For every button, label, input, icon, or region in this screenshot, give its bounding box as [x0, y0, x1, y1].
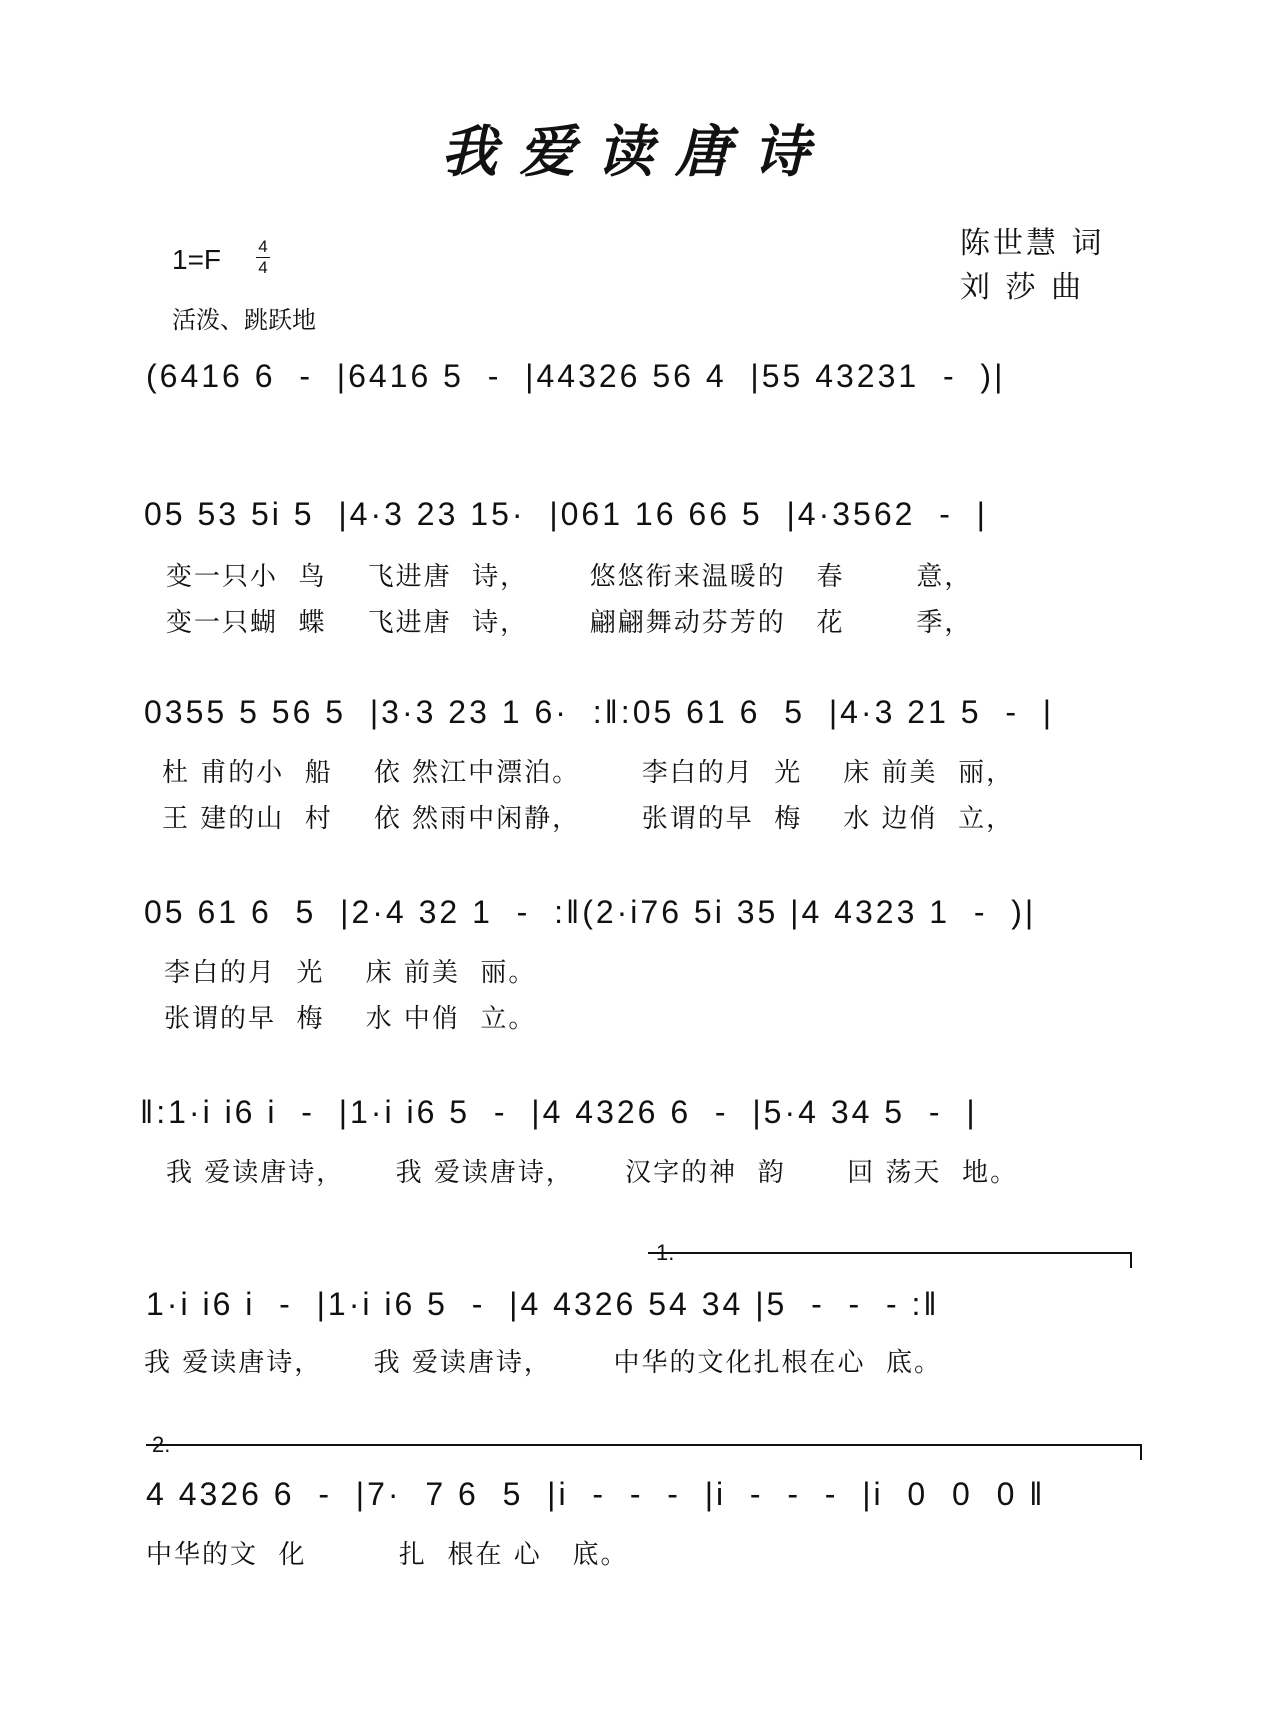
- notation-line: 05 53 5i 5 |4·3 23 15· |061 16 66 5 |4·3562 - |: [144, 496, 988, 532]
- lyric-verse-1: 李白的月 光 床 前美 丽。: [164, 958, 537, 988]
- notation-line: 05 61 6 5 |2·4 32 1 - :‖(2·i76 5i 35 |4 4323 1 - )|: [144, 894, 1037, 930]
- song-title: 我爱读唐诗: [441, 119, 831, 185]
- score-system-1: [140, 358, 1140, 398]
- score-system-7: [140, 1476, 1140, 1516]
- score-system-6: [140, 1286, 1140, 1326]
- score-system-4: [140, 894, 1140, 934]
- time-sig-top: 4: [258, 237, 268, 256]
- composer: 刘 莎 曲: [960, 270, 1085, 305]
- lyric-verse-2: 张谓的早 梅 水 中俏 立。: [164, 1004, 537, 1034]
- notation-line: 0355 5 56 5 |3·3 23 1 6· :‖:05 61 6 5 |4·3 21 5 - |: [144, 694, 1055, 730]
- score-system-2: [140, 496, 1140, 536]
- lyric-verse-1: 变一只小 鸟 飞进唐 诗， 悠悠衔来温暖的 春 意，: [166, 562, 973, 592]
- lyric-chorus: 我 爱读唐诗， 我 爱读唐诗， 汉字的神 韵 回 荡天 地。: [166, 1158, 1019, 1188]
- lyricist: 陈世慧 词: [960, 226, 1105, 261]
- key-signature: [172, 244, 221, 276]
- lyric-verse-2: 变一只蝴 蝶 飞进唐 诗， 翩翩舞动芬芳的 花 季，: [166, 608, 973, 638]
- time-sig-bottom: 4: [258, 258, 268, 277]
- score-system-3: [140, 694, 1140, 734]
- credits: [960, 222, 1105, 310]
- lyric-chorus: 中华的文 化 扎 根在 心 底。: [146, 1540, 629, 1570]
- notation-line: 4 4326 6 - |7· 7 6 5 |i - - - |i - - - |i 0 0 0 ‖: [146, 1476, 1046, 1512]
- tempo-marking: 活泼、跳跃地: [172, 306, 316, 334]
- lyric-verse-2: 王 建的山 村 依 然雨中闲静， 张谓的早 梅 水 边俏 立，: [162, 804, 1015, 834]
- time-signature: [256, 238, 270, 277]
- score-system-5: [140, 1094, 1140, 1134]
- notation-line: ‖:1·i i6 i - |1·i i6 5 - |4 4326 6 - |5·4 34 5 - |: [140, 1094, 978, 1130]
- second-ending-bracket: [146, 1444, 1142, 1460]
- second-ending-label: 2.: [152, 1432, 171, 1457]
- notation-line: 1·i i6 i - |1·i i6 5 - |4 4326 54 34 |5 - - - :‖: [146, 1286, 940, 1322]
- lyric-chorus: 我 爱读唐诗， 我 爱读唐诗， 中华的文化扎根在心 底。: [144, 1348, 942, 1378]
- notation-line: (6416 6 - |6416 5 - |44326 56 4 |55 43231 - )|: [146, 358, 1006, 394]
- key-text: 1=F: [172, 244, 222, 275]
- first-ending-bracket: [648, 1252, 1132, 1268]
- lyric-verse-1: 杜 甫的小 船 依 然江中漂泊。 李白的月 光 床 前美 丽，: [162, 758, 1015, 788]
- first-ending-label: 1.: [656, 1240, 675, 1265]
